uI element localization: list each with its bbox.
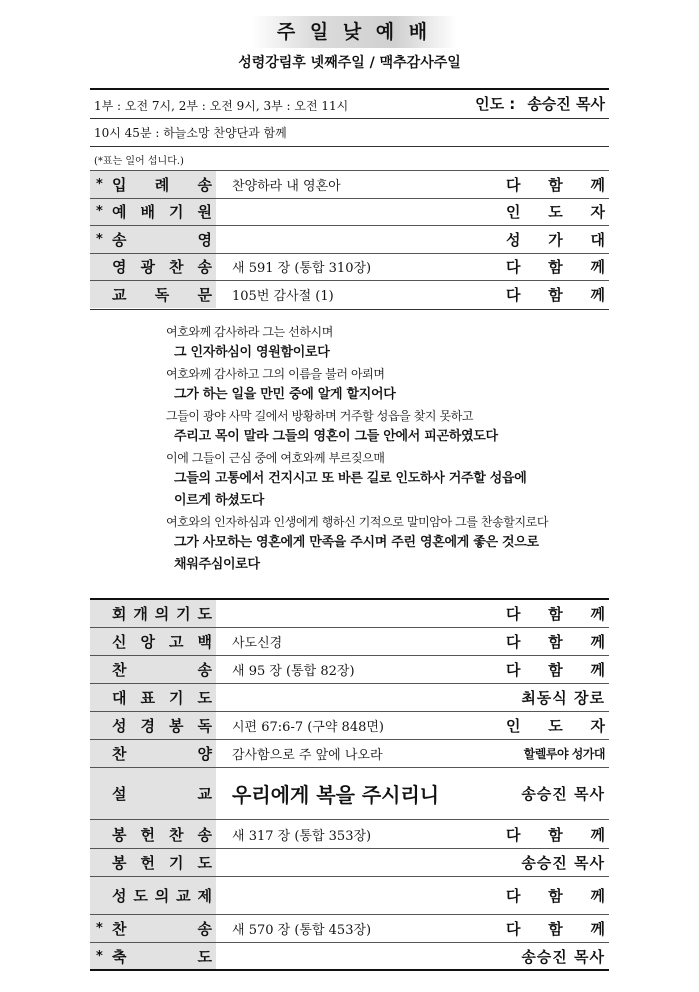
leader-char: 다 — [506, 285, 521, 304]
label-char: 경 — [140, 717, 155, 735]
leader-char: 다 — [506, 258, 521, 277]
leader-char: 함 — [548, 825, 563, 844]
leader-char: 함 — [548, 285, 563, 304]
reading-leader-line: 이에 그들이 근심 중에 여호와께 부르짖으매 — [166, 451, 385, 465]
leader-char: 다 — [506, 920, 521, 938]
label-char: 독 — [154, 285, 170, 304]
label-char: 도 — [197, 605, 212, 623]
leader-char: 께 — [590, 605, 605, 623]
order-row — [90, 767, 609, 819]
label-char: 봉 — [112, 825, 127, 844]
reading-response-line: 채워주심이로다 — [174, 557, 260, 572]
order-leader: 송승진 목사 — [521, 854, 605, 872]
label-char: 입 — [112, 175, 127, 194]
reading-leader-line: 여호와의 인자하심과 인생에게 행하신 기적으로 말미암아 그를 찬송할지로다 — [166, 515, 549, 529]
label-char: 봉 — [112, 854, 127, 872]
label-char: 헌 — [140, 854, 155, 872]
order-leader: 할렐루야 성가대 — [523, 747, 605, 761]
standing-marker: * — [96, 176, 103, 192]
order-row — [90, 280, 609, 308]
reading-response-line: 주리고 목이 말라 그들의 영혼이 그들 안에서 피곤하였도다 — [174, 429, 498, 444]
label-char: 송 — [197, 175, 212, 194]
standing-marker: * — [96, 921, 103, 936]
leader-char: 다 — [506, 175, 521, 194]
order-row — [90, 739, 609, 767]
label-char: 개 — [133, 605, 148, 623]
leader-char: 함 — [548, 175, 563, 194]
order-label-text — [112, 199, 212, 226]
order-label — [90, 849, 216, 876]
leader-char: 인 — [506, 203, 521, 222]
reading-response-line: 그가 사모하는 영혼에게 만족을 주시며 주린 영혼에게 좋은 것으로 — [174, 535, 539, 550]
order-leader — [506, 656, 605, 683]
label-char: 의 — [154, 887, 170, 905]
label-char: 기 — [169, 854, 184, 872]
leader-char: 께 — [590, 661, 605, 679]
reading-response-line: 그가 하는 일을 만민 중에 알게 할지어다 — [174, 387, 396, 402]
label-char: 의 — [154, 605, 170, 623]
order-label-text — [112, 768, 212, 819]
order-row — [90, 711, 609, 739]
order-description: 새 317 장 (통합 353장) — [232, 828, 372, 844]
order-row — [90, 848, 609, 876]
order-row — [90, 942, 609, 969]
divider — [90, 88, 609, 90]
reading-leader-line: 여호와께 감사하라 그는 선하시며 — [166, 325, 333, 339]
praise-time: 10시 45분 : 하늘소망 찬양단과 함께 — [94, 126, 287, 140]
leader-info — [475, 93, 605, 114]
order-label-text — [112, 600, 212, 627]
label-char: 봉 — [169, 717, 184, 735]
leader-char: 함 — [548, 661, 563, 679]
order-leader — [506, 254, 605, 281]
page-title: 주 일 낮 예 배 — [251, 16, 457, 48]
order-row — [90, 683, 609, 711]
order-leader: 송승진 목사 — [521, 947, 605, 966]
leader-char: 자 — [590, 203, 605, 222]
order-leader: 최동식 장로 — [521, 689, 605, 707]
order-label-text — [112, 849, 212, 876]
label-char: 찬 — [112, 745, 127, 763]
label-char: 찬 — [169, 258, 184, 277]
label-char: 회 — [112, 605, 127, 623]
order-label-text — [112, 740, 212, 767]
label-char: 제 — [197, 887, 212, 905]
leader-char: 도 — [548, 203, 563, 222]
order-description: 시편 67:6-7 (구약 848면) — [232, 720, 385, 735]
leader-char: 성 — [506, 230, 521, 249]
order-row — [90, 876, 609, 914]
order-leader — [506, 600, 605, 627]
order-label — [90, 226, 216, 253]
order-row — [90, 170, 609, 198]
label-char: 축 — [112, 947, 127, 966]
label-char: 송 — [197, 825, 212, 844]
leader-char: 도 — [548, 717, 563, 735]
order-label — [90, 877, 216, 914]
label-char: 도 — [197, 947, 212, 966]
label-char: 송 — [197, 920, 212, 938]
label-char: 헌 — [140, 825, 155, 844]
leader-char: 다 — [506, 605, 521, 623]
order-label — [90, 281, 216, 308]
label-char: 백 — [197, 633, 212, 651]
leader-char: 함 — [548, 633, 563, 651]
order-label — [90, 254, 216, 281]
label-char: 문 — [197, 285, 212, 304]
order-label-text — [112, 171, 212, 198]
order-row — [90, 627, 609, 655]
order-label-text — [112, 877, 212, 914]
order-label-text — [112, 684, 212, 711]
label-char: 배 — [140, 203, 155, 222]
label-char: 찬 — [112, 920, 127, 938]
label-char: 교 — [112, 285, 127, 304]
leader-char: 께 — [590, 633, 605, 651]
order-leader — [506, 171, 605, 198]
label-char: 교 — [176, 887, 191, 905]
leader-char: 께 — [590, 258, 605, 277]
order-leader — [506, 712, 605, 739]
label-char: 표 — [140, 689, 155, 707]
label-char: 교 — [197, 785, 212, 803]
order-label — [90, 820, 216, 848]
label-char: 앙 — [140, 633, 155, 651]
standing-marker: * — [96, 204, 103, 220]
order-label — [90, 628, 216, 655]
order-description: 새 95 장 (통합 82장) — [232, 664, 355, 679]
label-char: 찬 — [112, 661, 127, 679]
standing-marker: * — [96, 231, 103, 247]
label-char: 성 — [112, 717, 127, 735]
reading-response-line: 그들의 고통에서 건지시고 또 바른 길로 인도하사 거주할 성읍에 — [174, 471, 527, 486]
order-leader — [506, 281, 605, 308]
reading-leader-line: 그들이 광야 사막 길에서 방황하며 거주할 성읍을 찾지 못하고 — [166, 409, 474, 423]
leader-char: 께 — [590, 175, 605, 194]
order-leader — [506, 915, 605, 942]
order-description: 105번 감사절 (1) — [232, 288, 334, 304]
standing-marker: * — [96, 948, 103, 964]
label-char: 영 — [112, 258, 127, 277]
label-char: 도 — [197, 854, 212, 872]
order-label-text — [112, 656, 212, 683]
order-leader: 송승진 목사 — [521, 785, 605, 803]
divider — [90, 118, 609, 119]
order-leader — [506, 820, 605, 848]
order-label-text — [112, 281, 212, 308]
order-label-text — [112, 226, 212, 253]
service-times: 1부 : 오전 7시, 2부 : 오전 9시, 3부 : 오전 11시 — [94, 99, 349, 113]
label-char: 원 — [197, 203, 212, 222]
leader-char: 께 — [590, 887, 605, 905]
reading-response-line: 이르게 하셨도다 — [174, 493, 265, 508]
order-label — [90, 600, 216, 627]
label-char: 도 — [133, 887, 148, 905]
label-char: 성 — [112, 887, 127, 905]
order-label — [90, 712, 216, 739]
standing-note: (*표는 일어 섭니다.) — [94, 156, 184, 167]
leader-char: 께 — [590, 285, 605, 304]
label-char: 기 — [169, 203, 184, 222]
leader-char: 께 — [590, 825, 605, 844]
order-label — [90, 171, 216, 198]
label-char: 기 — [176, 605, 191, 623]
label-char: 고 — [169, 633, 184, 651]
leader-char: 다 — [506, 661, 521, 679]
leader-char: 함 — [548, 258, 563, 277]
order-label — [90, 199, 216, 226]
leader-name: 송승진 목사 — [527, 95, 605, 113]
responsive-reading — [166, 322, 596, 576]
leader-char: 가 — [548, 230, 563, 249]
order-row — [90, 914, 609, 942]
label-char: 설 — [112, 785, 127, 803]
label-char: 독 — [197, 717, 212, 735]
order-label-text — [112, 943, 212, 969]
label-char: 례 — [154, 175, 170, 194]
order-leader — [506, 628, 605, 655]
label-char: 광 — [140, 258, 155, 277]
label-char: 도 — [197, 689, 212, 707]
order-leader — [506, 226, 605, 253]
order-label-text — [112, 628, 212, 655]
label-char: 찬 — [169, 825, 184, 844]
leader-char: 대 — [590, 230, 605, 249]
order-row — [90, 225, 609, 253]
order-label — [90, 915, 216, 942]
order-description: 새 570 장 (통합 453장) — [232, 923, 372, 938]
divider — [90, 969, 609, 971]
label-char: 양 — [197, 745, 212, 763]
order-leader — [506, 877, 605, 914]
page-subtitle: 성령강림후 넷째주일 / 맥추감사주일 — [238, 55, 461, 71]
label-char: 영 — [197, 230, 212, 249]
label-char: 송 — [197, 258, 212, 277]
divider — [90, 309, 609, 310]
divider — [90, 146, 609, 147]
order-label — [90, 684, 216, 711]
order-row — [90, 253, 609, 281]
order-label-text — [112, 915, 212, 942]
label-char: 대 — [112, 689, 127, 707]
order-description: 사도신경 — [232, 636, 283, 651]
label-char: 기 — [169, 689, 184, 707]
leader-char: 인 — [506, 717, 521, 735]
reading-response-line: 그 인자하심이 영원함이로다 — [174, 345, 330, 360]
order-label — [90, 943, 216, 969]
order-label — [90, 740, 216, 767]
leader-char: 께 — [590, 920, 605, 938]
order-row — [90, 819, 609, 848]
order-label-text — [112, 254, 212, 281]
leader-char: 자 — [590, 717, 605, 735]
reading-leader-line: 여호와께 감사하고 그의 이름을 불러 아뢰며 — [166, 367, 385, 381]
order-row — [90, 655, 609, 683]
order-description: 감사함으로 주 앞에 나오라 — [232, 748, 383, 763]
order-label-text — [112, 712, 212, 739]
leader-char: 함 — [548, 887, 563, 905]
order-row — [90, 198, 609, 226]
label-char: 송 — [112, 230, 127, 249]
order-row — [90, 600, 609, 627]
label-char: 예 — [112, 203, 127, 222]
order-label — [90, 768, 216, 819]
leader-char: 함 — [548, 920, 563, 938]
sermon-title: 우리에게 복을 주시리니 — [232, 783, 440, 807]
leader-char: 다 — [506, 887, 521, 905]
leader-char: 함 — [548, 605, 563, 623]
leader-char: 다 — [506, 825, 521, 844]
order-label — [90, 656, 216, 683]
order-description: 찬양하라 내 영혼아 — [232, 178, 341, 194]
label-char: 송 — [197, 661, 212, 679]
leader-char: 다 — [506, 633, 521, 651]
order-label-text — [112, 820, 212, 848]
order-description: 새 591 장 (통합 310장) — [232, 261, 372, 277]
leader-label: 인도 : — [475, 95, 516, 113]
label-char: 신 — [112, 633, 127, 651]
order-leader — [506, 199, 605, 226]
